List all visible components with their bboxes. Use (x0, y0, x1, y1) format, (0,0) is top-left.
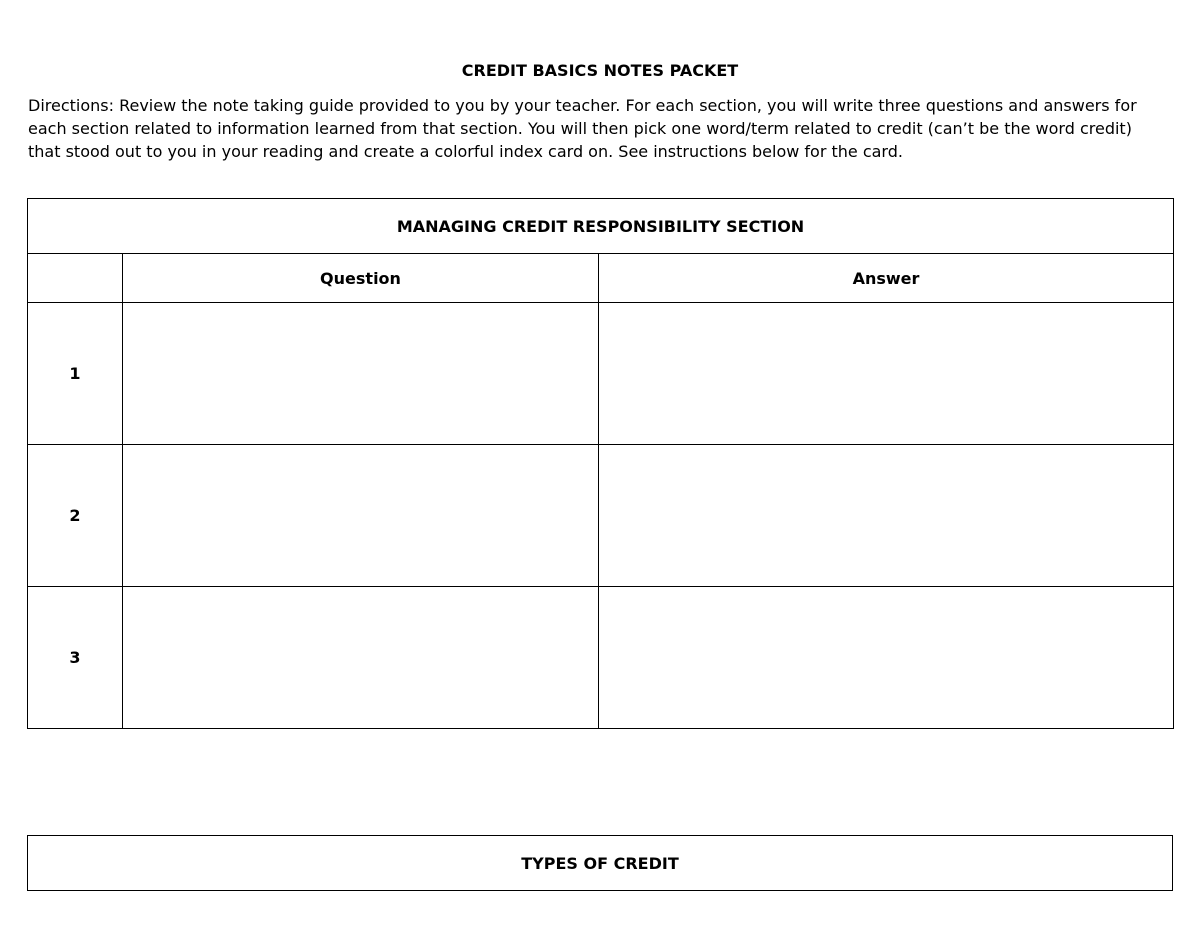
table-row (28, 587, 1174, 729)
row-number: 3 (28, 587, 123, 729)
question-cell[interactable] (123, 445, 599, 587)
table-row (28, 303, 1174, 445)
table-row (28, 445, 1174, 587)
page-title: CREDIT BASICS NOTES PACKET (461, 61, 739, 80)
row-number: 1 (28, 303, 123, 445)
section-heading: TYPES OF CREDIT (28, 836, 1173, 891)
directions-text: Directions: Review the note taking guide provided to you by your teacher. For each section, you will write three questions and answers for each section related to information learned from that section. You will then pick one word/term related to credit (can’t be the word credit) that stood out to you in your reading and create a colorful index card on. See instructions below for the card. (28, 96, 1137, 161)
managing-credit-table (27, 198, 1174, 729)
answer-cell[interactable] (599, 445, 1174, 587)
row-number: 2 (28, 445, 123, 587)
question-column-header: Question (123, 254, 599, 303)
answer-column-header: Answer (599, 254, 1174, 303)
section-heading: MANAGING CREDIT RESPONSIBILITY SECTION (28, 199, 1174, 254)
answer-cell[interactable] (599, 587, 1174, 729)
question-cell[interactable] (123, 303, 599, 445)
answer-cell[interactable] (599, 303, 1174, 445)
types-of-credit-table (27, 835, 1173, 891)
question-cell[interactable] (123, 587, 599, 729)
number-column-header (28, 254, 123, 303)
